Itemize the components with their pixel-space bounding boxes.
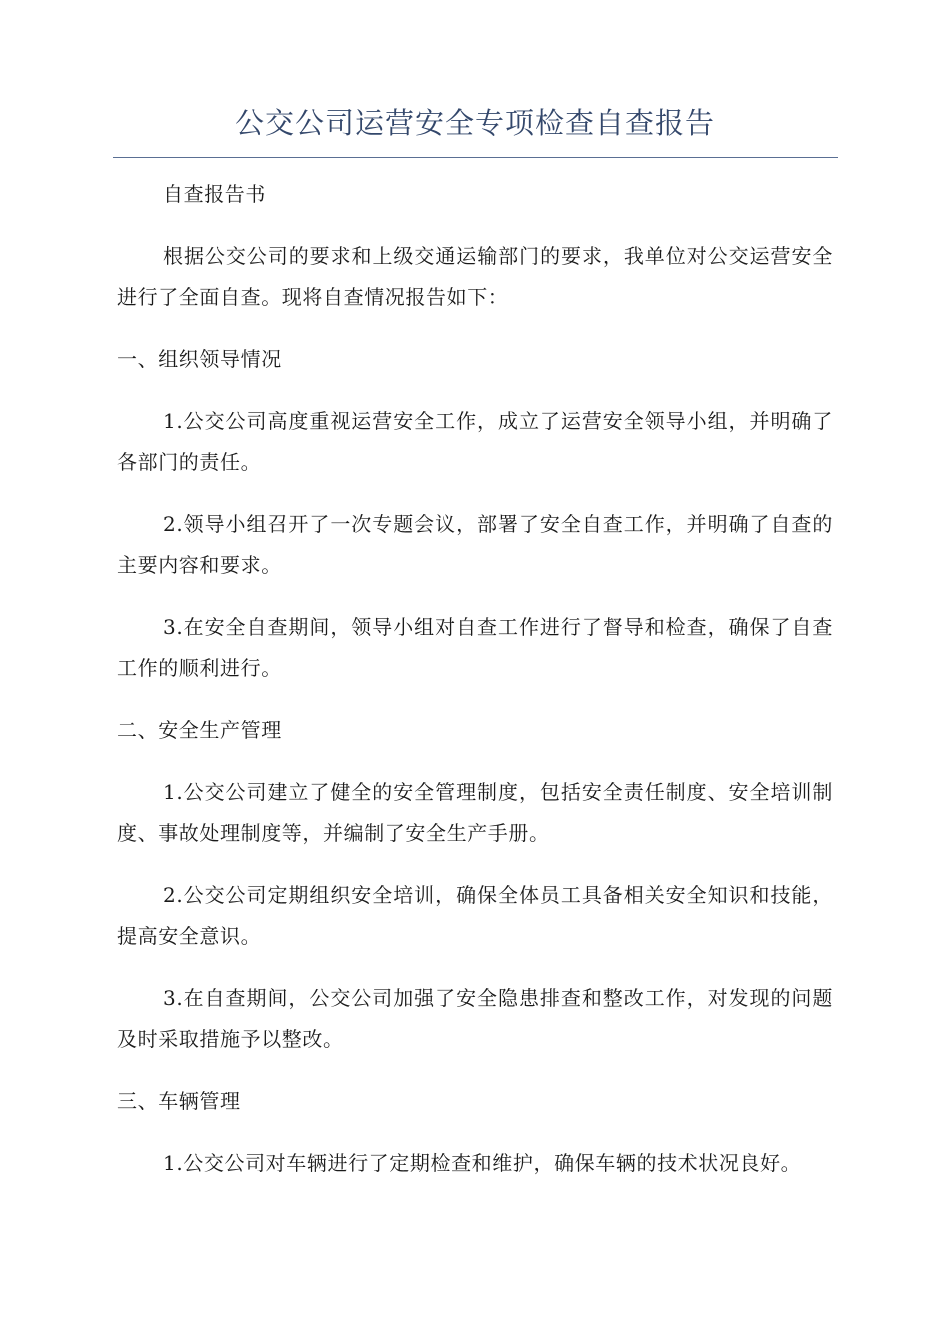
section-heading-vehicle-management: 三、车辆管理 [117, 1089, 241, 1113]
section-heading-organization: 一、组织领导情况 [117, 347, 282, 371]
paragraph-intro: 根据公交公司的要求和上级交通运输部门的要求，我单位对公交运营安全进行了全面自查。现将自查情况报告如下： [117, 244, 833, 309]
paragraph-item: 1.公交公司建立了健全的安全管理制度，包括安全责任制度、安全培训制度、事故处理制度等，并编制了安全生产手册。 [117, 780, 833, 845]
paragraph-item: 3.在自查期间，公交公司加强了安全隐患排查和整改工作，对发现的问题及时采取措施予以整改。 [117, 986, 833, 1051]
title-divider [113, 157, 838, 158]
document-body [117, 174, 833, 1184]
paragraph-item: 1.公交公司高度重视运营安全工作，成立了运营安全领导小组，并明确了各部门的责任。 [117, 409, 833, 474]
section-heading-safety-management: 二、安全生产管理 [117, 718, 282, 742]
paragraph-item: 2.领导小组召开了一次专题会议，部署了安全自查工作，并明确了自查的主要内容和要求。 [117, 512, 833, 577]
paragraph-item: 1.公交公司对车辆进行了定期检查和维护，确保车辆的技术状况良好。 [163, 1151, 802, 1175]
paragraph-report-heading: 自查报告书 [163, 182, 266, 206]
paragraph-item: 2.公交公司定期组织安全培训，确保全体员工具备相关安全知识和技能，提高安全意识。 [117, 883, 833, 948]
paragraph-item: 3.在安全自查期间，领导小组对自查工作进行了督导和检查，确保了自查工作的顺利进行。 [117, 615, 833, 680]
document-title: 公交公司运营安全专项检查自查报告 [234, 106, 715, 140]
